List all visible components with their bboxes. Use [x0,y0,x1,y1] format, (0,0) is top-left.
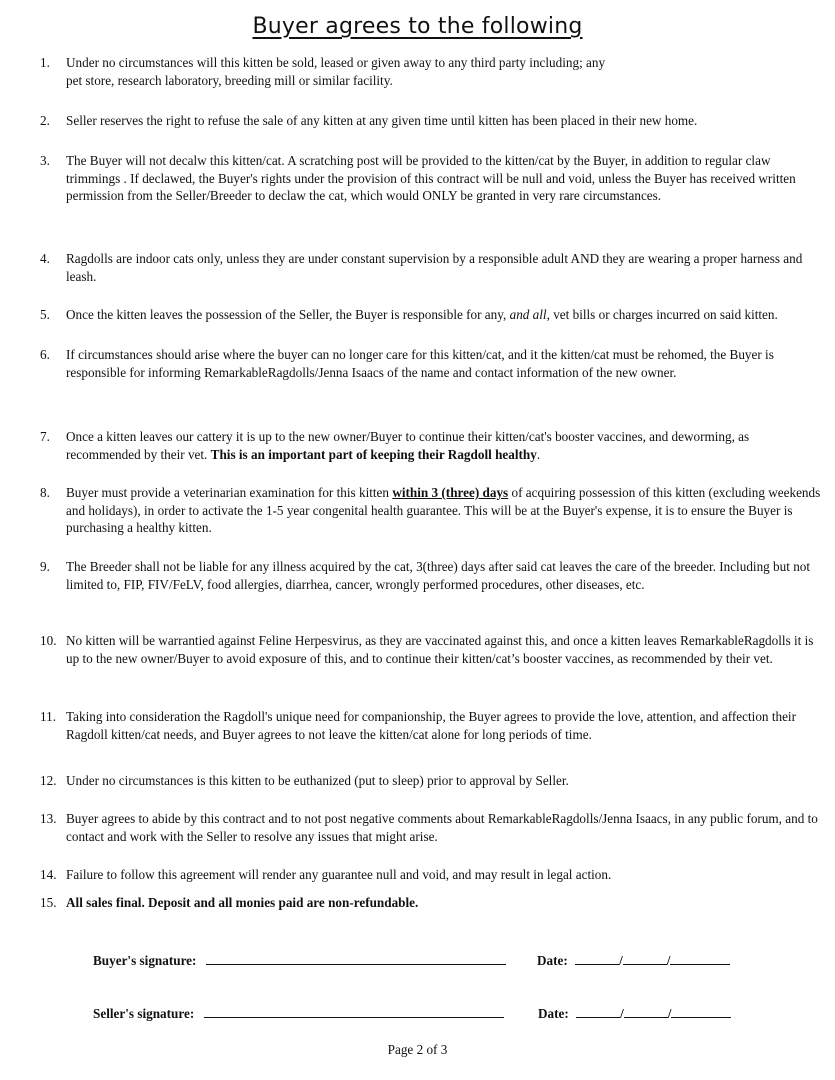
buyer-date-month-line[interactable] [575,952,619,965]
list-item-number: 11. [40,709,56,724]
list-item [40,484,826,537]
list-item-text: Seller reserves the right to refuse the sale of any kitten at any given time until kitten has been placed in their new home. [66,113,698,128]
list-item [40,428,826,463]
list-item-text: , vet bills or charges incurred on said kitten. [546,307,778,322]
buyer-date-label: Date: [537,953,568,968]
buyer-signature-label: Buyer's signature: [93,953,197,968]
list-item [40,152,826,205]
list-item-number: 13. [40,811,57,826]
seller-signature-row [93,1005,504,1022]
list-item [40,810,826,845]
list-item-text: The Buyer will not decalw this kitten/cat. A scratching post will be provided to the kitten/cat by the Buyer, in addition to regular claw trimmings . If declawed, the Buyer's rights under the provision of this contract will be null and void, unless the Buyer has received written permission from the Seller/Breeder to declaw the cat, which would ONLY be granted in very rare circumstances. [66,153,796,203]
list-item [40,306,826,324]
buyer-date-day-line[interactable] [623,952,667,965]
list-item-number: 10. [40,633,57,648]
list-item-number: 3. [40,153,50,168]
list-item [40,894,826,912]
list-item-text: within 3 (three) days [392,485,509,500]
list-item-text: . [536,446,541,462]
list-item [40,558,826,593]
buyer-signature-line[interactable] [206,952,506,965]
list-item-number: 9. [40,559,50,574]
list-item-text: and all [509,307,547,322]
list-item-text: This is an important part of keeping their Ragdoll healthy [210,446,537,462]
list-item-text: The Breeder shall not be liable for any illness acquired by the cat, 3(three) days after said cat leaves the care of the breeder. Including but not limited to, FIP, FIV/FeLV, food allergies, diarrhea, cancer, wrongly performed procedures, other diseases, etc. [66,559,811,592]
list-item [40,866,826,884]
date-separator: / [666,953,671,968]
list-item-text: Buyer agrees to abide by this contract and to not post negative comments about RemarkableRagdolls/Jenna Isaacs, in any public forum, and to contact and work with the Seller to resolve any issues that might arise. [66,811,818,844]
list-item-text: Failure to follow this agreement will render any guarantee null and void, and may result in legal action. [66,867,612,882]
seller-date-month-line[interactable] [576,1005,620,1018]
list-item-number: 4. [40,251,50,266]
list-item-text: Once the kitten leaves the possession of the Seller, the Buyer is responsible for any, [66,307,510,322]
buyer-date-row [537,952,730,969]
list-item-text: Taking into consideration the Ragdoll's unique need for companionship, the Buyer agrees to provide the love, attention, and affection their Ragdoll kitten/cat needs, and Buyer agrees to not leave the kitten/cat alone for long periods of time. [66,709,796,742]
buyer-date-year-line[interactable] [670,952,730,965]
date-separator: / [667,1006,672,1021]
list-item-text: Under no circumstances will this kitten be sold, leased or given away to any third party including; any [66,55,606,70]
list-item-number: 12. [40,773,57,788]
list-item-text: Buyer must provide a veterinarian examination for this kitten [66,485,393,500]
list-item-number: 5. [40,307,50,322]
list-item [40,772,826,790]
seller-date-year-line[interactable] [671,1005,731,1018]
list-item [40,708,826,743]
list-item-text: Under no circumstances is this kitten to be euthanized (put to sleep) prior to approval by Seller. [66,773,569,788]
list-item [40,112,826,130]
list-item-number: 8. [40,485,50,500]
list-item-text: Ragdolls are indoor cats only, unless they are under constant supervision by a responsible adult AND they are wearing a proper harness and leash. [66,251,803,284]
page-number: Page 2 of 3 [387,1042,448,1057]
seller-signature-line[interactable] [204,1005,504,1018]
list-item [40,54,826,89]
list-item-number: 7. [40,429,50,444]
seller-date-row [538,1005,731,1022]
list-item-number: 15. [40,895,57,910]
list-item-number: 2. [40,113,50,128]
date-separator: / [619,953,623,968]
list-item [40,632,826,667]
seller-signature-label: Seller's signature: [93,1006,195,1021]
list-item [40,250,826,285]
seller-date-day-line[interactable] [624,1005,668,1018]
list-item-text: Once a kitten leaves our cattery it is up to the new owner/Buyer to continue their kitten/cat's booster vaccines, and deworming, as recommended by their vet. [66,429,750,462]
list-item [40,346,826,381]
page-title: Buyer agrees to the following [252,14,583,39]
list-item-number: 14. [40,867,57,882]
list-item-text: pet store, research laboratory, breeding mill or similar facility. [66,72,393,88]
list-item-text: No kitten will be warrantied against Feline Herpesvirus, as they are vaccinated against this, and once a kitten leaves RemarkableRagdolls it is up to the new owner/Buyer to avoid exposure of this, and to continue their kitten/cat’s booster vaccines, as recommended by their vet. [66,633,814,666]
seller-date-label: Date: [538,1006,569,1021]
date-separator: / [620,1006,624,1021]
list-item-text: All sales final. Deposit and all monies paid are non-refundable. [66,895,419,910]
list-item-number: 1. [40,55,50,70]
list-item-text: of acquiring possession of this kitten (excluding weekends and holidays), in order to activate the 1-5 year congenital health guarantee. This will be at the Buyer's expense, it is to ensure the Buyer is purchasing a healthy kitten. [66,485,821,535]
list-item-text: If circumstances should arise where the buyer can no longer care for this kitten/cat, and it the kitten/cat must be rehomed, the Buyer is responsible for informing RemarkableRagdolls/Jenna Isaacs of the name and contact information of the new owner. [66,347,774,380]
list-item-number: 6. [40,347,50,362]
buyer-signature-row [93,952,506,969]
